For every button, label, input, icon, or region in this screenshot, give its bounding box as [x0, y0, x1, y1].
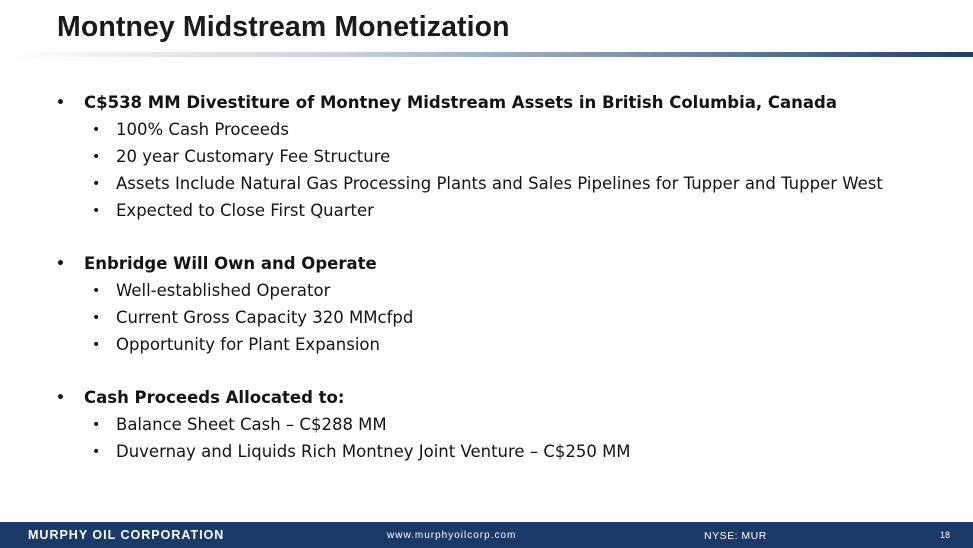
- list-item: [92, 442, 631, 462]
- section-heading: [56, 388, 345, 408]
- page-number: 18: [940, 530, 951, 540]
- slide-title: Montney Midstream Monetization: [57, 11, 510, 43]
- bullet-icon: •: [92, 337, 101, 353]
- list-item-text: Well-established Operator: [116, 281, 331, 300]
- list-item-text: 100% Cash Proceeds: [116, 120, 289, 139]
- bullet-icon: •: [56, 95, 65, 111]
- list-item-text: Duvernay and Liquids Rich Montney Joint Venture – C$250 MM: [116, 442, 631, 461]
- bullet-icon: •: [92, 122, 101, 138]
- bullet-icon: •: [56, 256, 65, 272]
- list-item-text: Assets Include Natural Gas Processing Plants and Sales Pipelines for Tupper and Tupper West: [116, 174, 883, 193]
- list-item: [92, 147, 391, 167]
- section-heading-text: Enbridge Will Own and Operate: [84, 254, 377, 273]
- list-item: [92, 308, 414, 328]
- section-heading-text: C$538 MM Divestiture of Montney Midstream Assets in British Columbia, Canada: [84, 93, 837, 112]
- list-item: [92, 415, 387, 435]
- section-heading-text: Cash Proceeds Allocated to:: [84, 388, 345, 407]
- bullet-icon: •: [92, 310, 101, 326]
- section-heading: [56, 93, 837, 113]
- list-item: [92, 174, 883, 194]
- list-item: [92, 281, 331, 301]
- bullet-icon: •: [92, 149, 101, 165]
- bullet-icon: •: [92, 176, 101, 192]
- list-item: [92, 335, 380, 355]
- list-item-text: 20 year Customary Fee Structure: [116, 147, 391, 166]
- list-item-text: Opportunity for Plant Expansion: [116, 335, 380, 354]
- list-item-text: Current Gross Capacity 320 MMcfpd: [116, 308, 414, 327]
- bullet-icon: •: [92, 203, 101, 219]
- list-item: [92, 201, 374, 221]
- company-name: MURPHY OIL CORPORATION: [28, 528, 225, 542]
- footer-bar: [0, 522, 973, 548]
- list-item-text: Balance Sheet Cash – C$288 MM: [116, 415, 387, 434]
- bullet-icon: •: [56, 390, 65, 406]
- bullet-icon: •: [92, 283, 101, 299]
- bullet-icon: •: [92, 444, 101, 460]
- section-heading: [56, 254, 377, 274]
- stock-ticker: NYSE: MUR: [704, 530, 767, 542]
- bullet-icon: •: [92, 417, 101, 433]
- list-item-text: Expected to Close First Quarter: [116, 201, 374, 220]
- website-link[interactable]: www.murphyoilcorp.com: [387, 530, 517, 541]
- list-item: [92, 120, 289, 140]
